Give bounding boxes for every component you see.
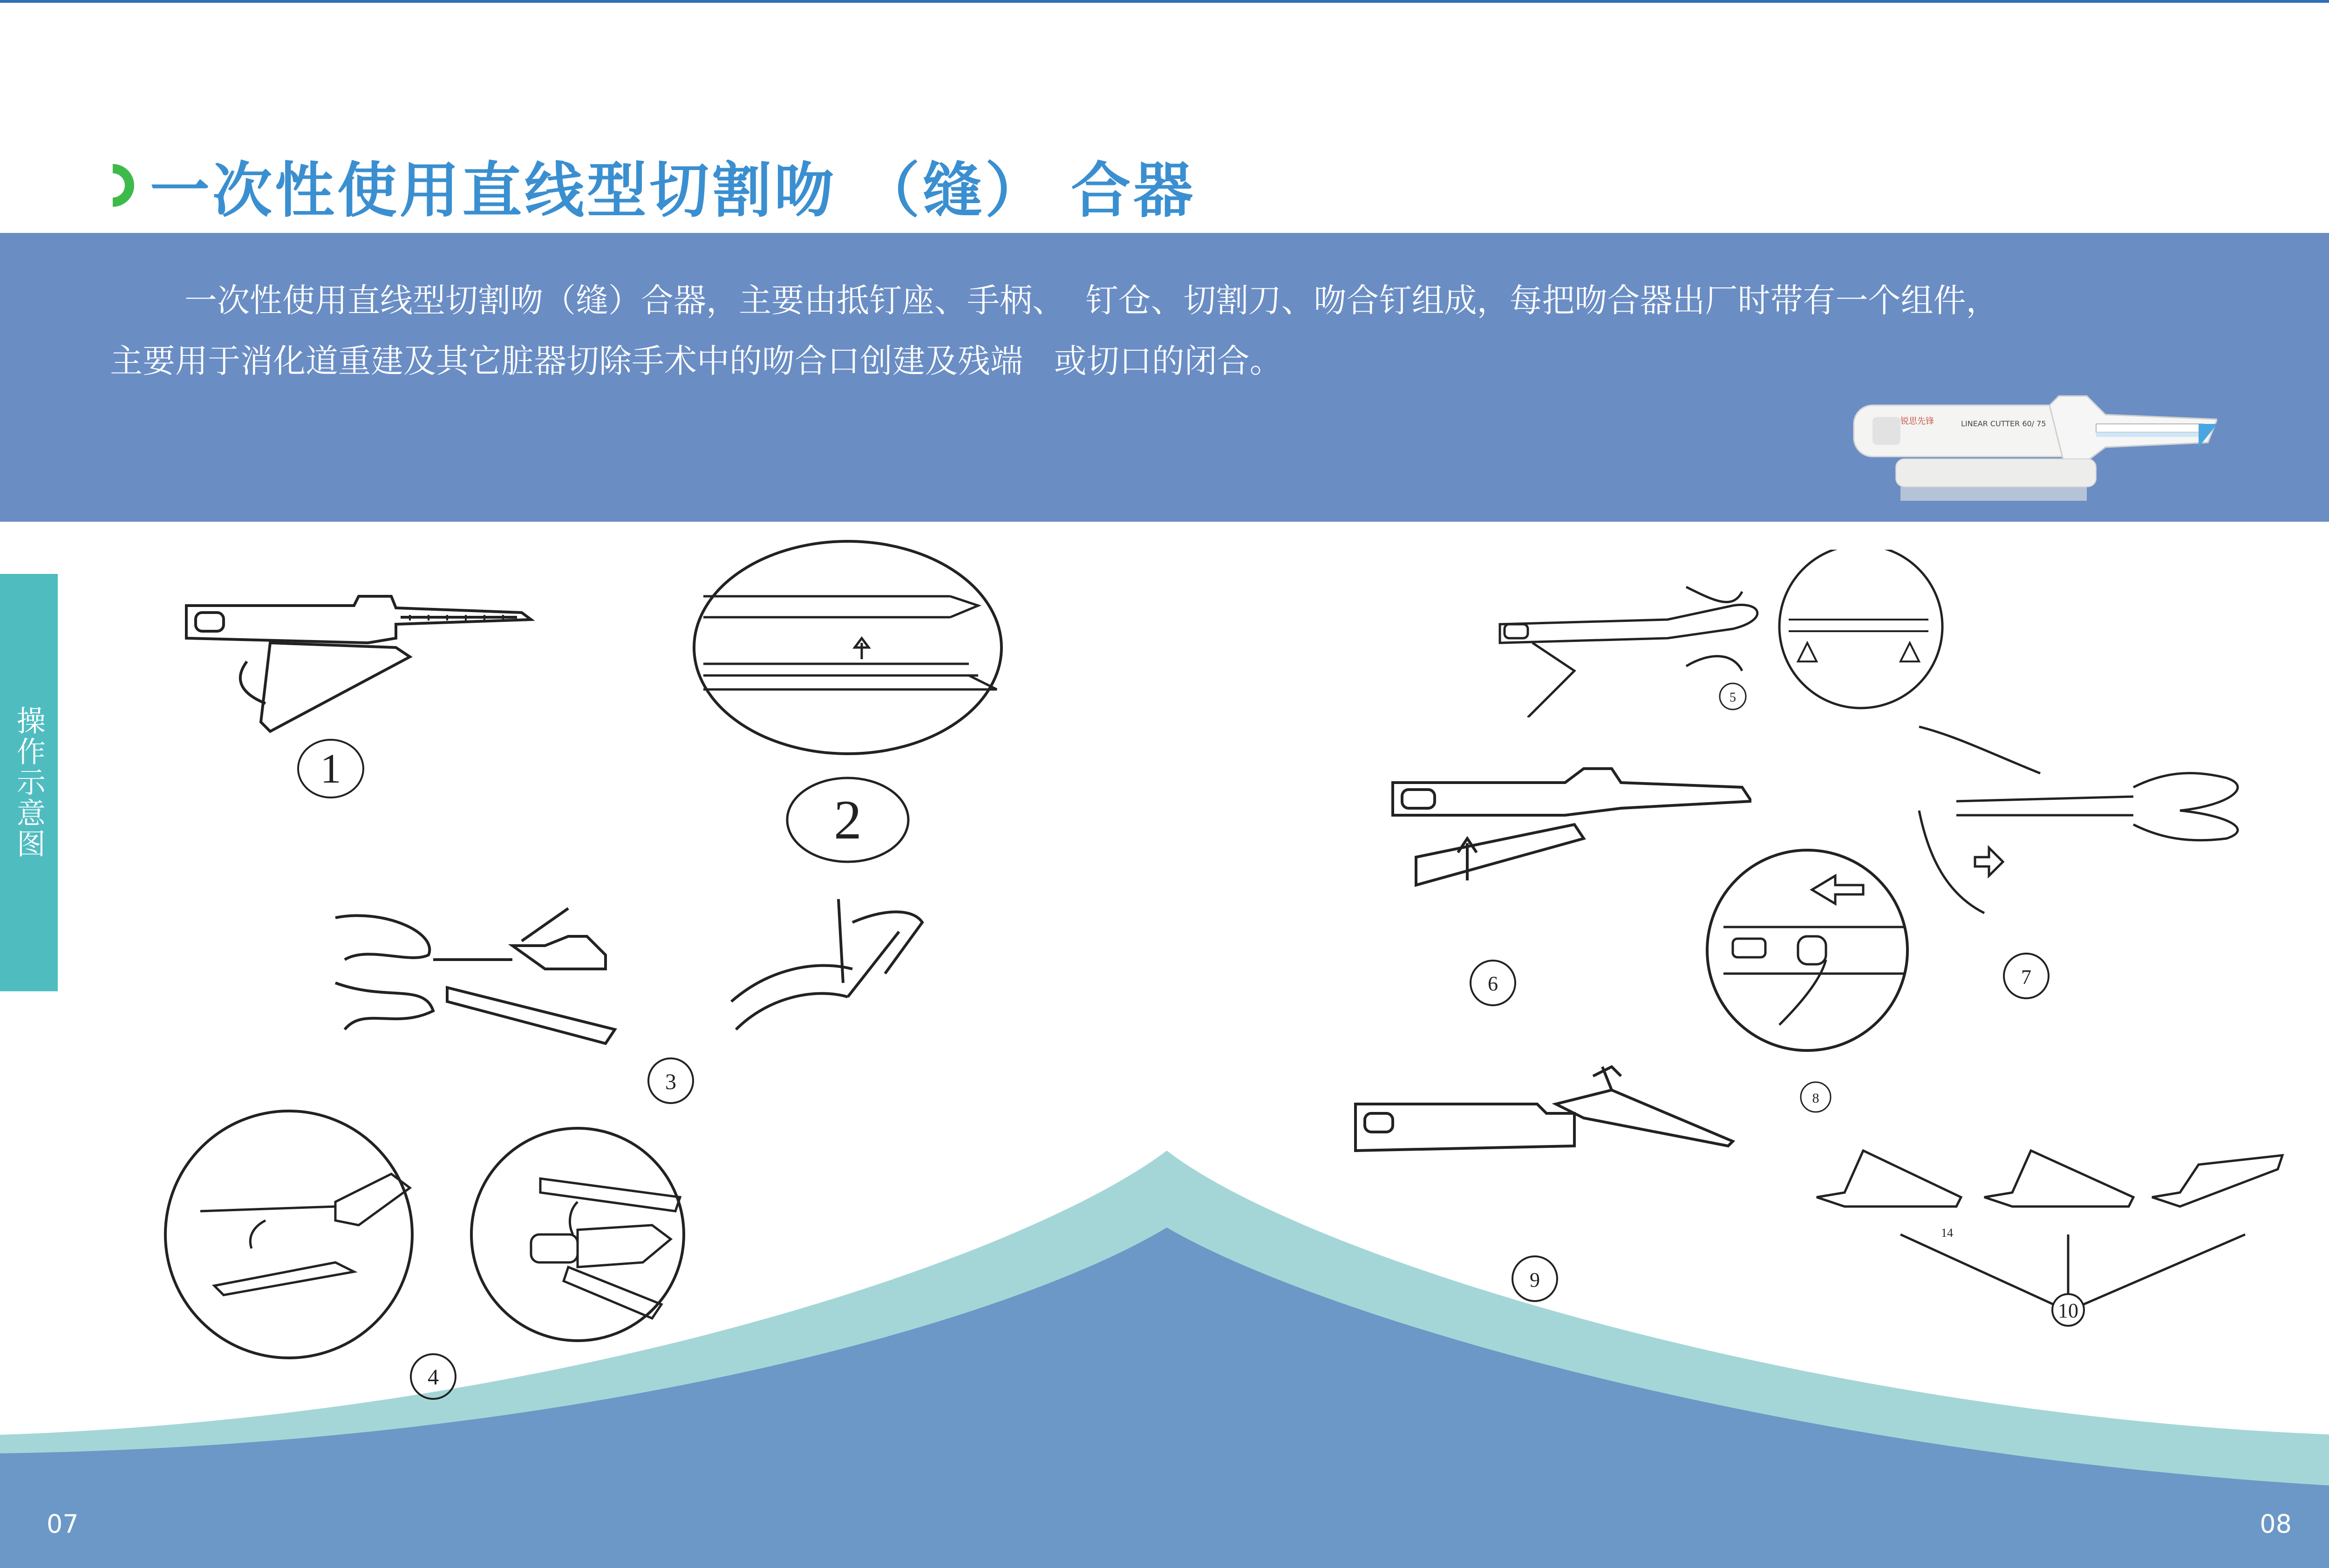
step-1-label: 1 — [320, 746, 341, 792]
side-tab — [0, 574, 58, 991]
product-brand-text: 锐思先锋 — [1900, 416, 1934, 426]
intro-line-1: 一次性使用直线型切割吻（缝）合器，主要由抵钉座、手柄、 钉仓、切割刀、吻合钉组成，每把吻合器出厂时带有一个组件， — [184, 281, 1999, 320]
page-title: 一次性使用直线型切割吻 （缝） 合器 — [150, 156, 1196, 225]
step-1-diagram — [177, 587, 540, 811]
step-2-diagram — [689, 536, 1006, 871]
title-crescent-icon — [110, 159, 140, 211]
page-number-left: 07 — [47, 1509, 79, 1539]
side-tab-label: 操作示意图 — [12, 706, 46, 859]
step-5-label: 5 — [1730, 690, 1736, 705]
step-4-diagram — [158, 1109, 708, 1407]
step-3-diagram — [326, 890, 950, 1109]
step-7-diagram — [1900, 717, 2254, 1006]
product-model-text: LINEAR CUTTER 60/ 75 — [1961, 419, 2046, 428]
step-5-diagram — [1491, 550, 1947, 717]
step-9-label: 9 — [1530, 1268, 1540, 1291]
step-6-label: 6 — [1488, 972, 1498, 995]
stapler-product-image — [1845, 391, 2217, 512]
step-10-sub-label: 14 — [1941, 1226, 1953, 1240]
intro-text — [110, 270, 2234, 391]
step-9-diagram — [1351, 1057, 1742, 1314]
top-rule — [0, 0, 2329, 3]
step-3-label: 3 — [665, 1070, 676, 1094]
step-10-diagram — [1807, 1137, 2292, 1332]
page-number-right: 08 — [2260, 1509, 2292, 1539]
step-8-label: 8 — [1812, 1091, 1819, 1106]
intro-line-2: 主要用于消化道重建及其它脏器切除手术中的吻合口创建及残端 或切口的闭合。 — [110, 342, 1282, 380]
step-7-label: 7 — [2021, 966, 2031, 989]
step-2-label: 2 — [834, 789, 862, 851]
title-block — [110, 148, 1196, 223]
step-10-label: 10 — [2058, 1299, 2078, 1322]
step-4-label: 4 — [428, 1365, 439, 1390]
